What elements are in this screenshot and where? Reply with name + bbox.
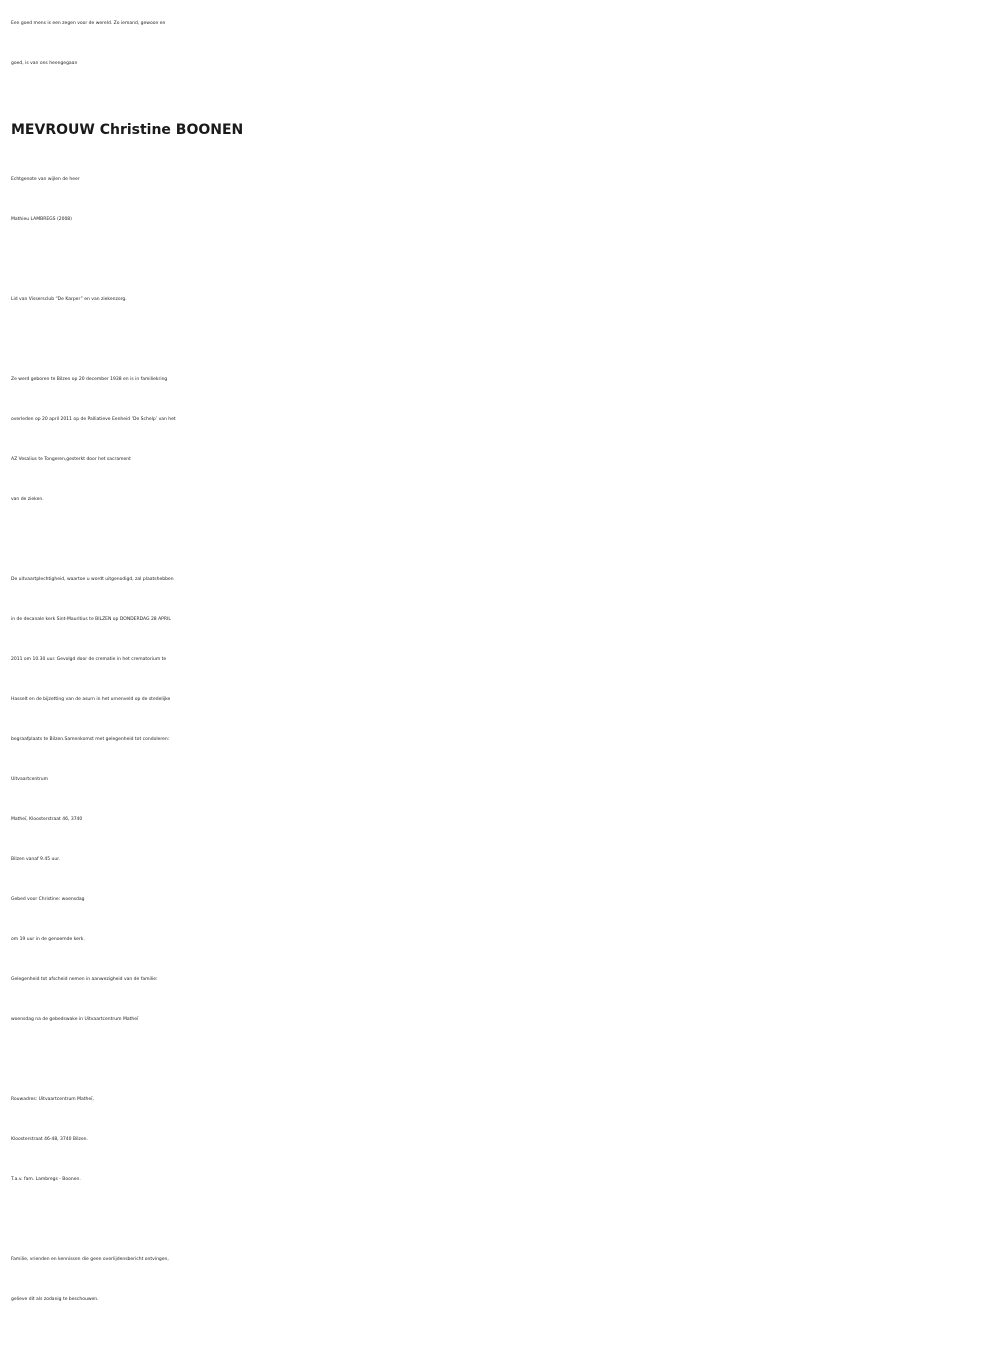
intro-line: Een goed mens is een zegen voor de wereld. Zo iemand, gewoon en xyxy=(11,21,166,26)
funeral-line: woensdag na de gebedswake in Uitvaartcentrum Matheï xyxy=(11,1017,139,1022)
deceased-name-title: MEVROUW Christine BOONEN xyxy=(11,122,244,138)
funeral-line: 2011 om 10.30 uur. Gevolgd door de crematie in het crematorium te xyxy=(11,657,167,662)
funeral-line: Matheï, Kloosterstraat 46, 3740 xyxy=(11,817,83,822)
funeral-line: Uitvaartcentrum xyxy=(11,777,49,782)
closing-line: Familie, vrienden en kennissen die geen overlijdensbericht ontvingen, xyxy=(11,1257,169,1262)
spacer xyxy=(11,320,991,360)
spacer xyxy=(11,1200,991,1240)
spouse-line: Echtgenote van wijlen de heer xyxy=(11,177,80,182)
spacer xyxy=(11,1040,991,1080)
spouse-line: Mathieu LAMBREGS (2008) xyxy=(11,217,72,222)
funeral-line: De uitvaartplechtigheid, waartoe u wordt uitgenodigd, zal plaatshebben xyxy=(11,577,174,582)
funeral-line: om 19 uur in de genoemde kerk. xyxy=(11,937,85,942)
address-line: Kloosterstraat 46-48, 3740 Bilzen. xyxy=(11,1137,88,1142)
funeral-line: Bilzen vanaf 9.45 uur. xyxy=(11,857,61,862)
address-line: T.a.v. fam. Lambregs - Boonen. xyxy=(11,1177,81,1182)
funeral-line: Hasselt en de bijzetting van de asurn in het urnenveld op de stedelijke xyxy=(11,697,171,702)
funeral-line: Gelegenheid tot afscheid nemen in aanwezigheid van de familie: xyxy=(11,977,158,982)
birth-death-line: Ze werd geboren te Bilzen op 20 december 1938 en is in familiekring xyxy=(11,377,168,382)
closing-line: gelieve dit als zodanig te beschouwen. xyxy=(11,1297,99,1302)
birth-death-line: van de zieken. xyxy=(11,497,44,502)
membership-line: Lid van Vissersclub “De Karper” en van ziekenzorg. xyxy=(11,297,127,302)
obituary-notice xyxy=(11,4,991,1320)
funeral-line: in de decanale kerk Sint-Mauritius te BILZEN op DONDERDAG 28 APRIL xyxy=(11,617,171,622)
birth-death-line: overleden op 20 april 2011 op de Palliatieve Eenheid ‘De Schelp’ van het xyxy=(11,417,176,422)
intro-line: goed, is van ons heengegaan xyxy=(11,61,78,66)
funeral-line: Gebed voor Christine: woensdag xyxy=(11,897,85,902)
birth-death-line: AZ Vesalius te Tongeren,gesterkt door het sacrament xyxy=(11,457,131,462)
spacer xyxy=(11,240,991,280)
spacer xyxy=(11,520,991,560)
funeral-line: begraafplaats te Bilzen.Samenkomst met gelegenheid tot condoleren: xyxy=(11,737,170,742)
address-line: Rouwadres: Uitvaartcentrum Matheï, xyxy=(11,1097,94,1102)
